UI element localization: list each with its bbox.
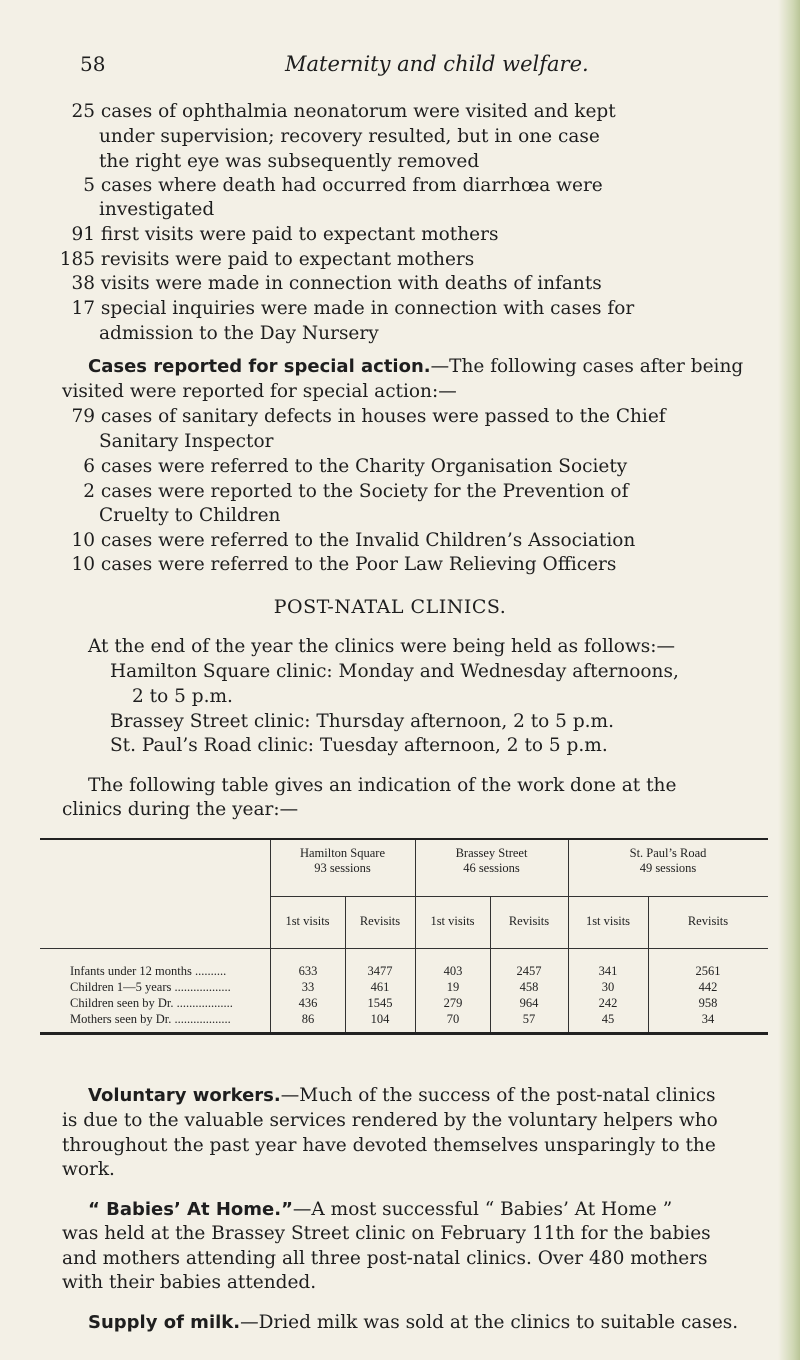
row-label: Children seen by Dr. .................. xyxy=(70,996,233,1010)
table-cell: 461 xyxy=(370,980,390,994)
row-label: Infants under 12 months .......... xyxy=(70,964,227,978)
list-item: 91 first visits were paid to expectant mothers xyxy=(71,224,499,245)
table-cell: 45 xyxy=(601,1012,615,1026)
table-cell: 458 xyxy=(519,980,539,994)
post-natal-heading: POST-NATAL CLINICS. xyxy=(273,596,507,618)
clinic-line: Hamilton Square clinic: Monday and Wednesday afternoons, xyxy=(110,661,679,682)
list-item-cont: Cruelty to Children xyxy=(99,505,281,526)
list-item: 38 visits were made in connection with deaths of infants xyxy=(71,273,602,294)
babies-line: and mothers attending all three post-natal clinics. Over 480 mothers xyxy=(62,1248,708,1269)
table-top-rule xyxy=(40,838,768,840)
column-header: Revisits xyxy=(359,914,401,928)
post-natal-intro: At the end of the year the clinics were being held as follows:— xyxy=(88,636,675,657)
section-heading: Supply of milk. xyxy=(88,1312,241,1333)
section-heading: Voluntary workers. xyxy=(88,1085,281,1106)
column-header: 1st visits xyxy=(430,914,475,928)
page-header xyxy=(0,52,780,82)
list-item-cont: Sanitary Inspector xyxy=(99,431,274,452)
table-cell: 442 xyxy=(698,980,718,994)
table-cell: 633 xyxy=(298,964,318,978)
clinic-line: Brassey Street clinic: Thursday afternoon, 2 to 5 p.m. xyxy=(110,711,614,732)
column-header: 1st visits xyxy=(285,914,330,928)
page-edge-shadow xyxy=(778,0,800,1360)
table-cell: 403 xyxy=(443,964,463,978)
clinic-line-cont: 2 to 5 p.m. xyxy=(132,686,233,707)
voluntary-line: Voluntary workers.—Much of the success of the post-natal clinics xyxy=(88,1085,716,1106)
column-header: 1st visits xyxy=(585,914,631,928)
list-item: 2 cases were reported to the Society for the Prevention of xyxy=(83,481,629,502)
group-header: Brassey Street 46 sessions xyxy=(455,846,528,875)
table-cell: 2457 xyxy=(516,964,542,978)
table-bottom-rule xyxy=(40,1032,768,1035)
list-item: 25 cases of ophthalmia neonatorum were visited and kept xyxy=(71,101,616,122)
table-body-rule xyxy=(40,948,768,949)
list-item-cont: under supervision; recovery resulted, but in one case xyxy=(99,126,600,147)
list-item-cont: the right eye was subsequently removed xyxy=(99,151,480,172)
table-cell: 341 xyxy=(598,964,618,978)
table-cell: 242 xyxy=(598,996,618,1010)
babies-line: was held at the Brassey Street clinic on February 11th for the babies xyxy=(62,1223,711,1244)
table-intro-line-2: clinics during the year:— xyxy=(62,799,299,820)
table-cell: 958 xyxy=(698,996,718,1010)
table-cell: 19 xyxy=(446,980,460,994)
babies-line: with their babies attended. xyxy=(62,1272,317,1293)
list-item: 79 cases of sanitary defects in houses were passed to the Chief xyxy=(71,406,666,427)
section-heading: “ Babies’ At Home.” xyxy=(88,1199,293,1220)
table-cell: 279 xyxy=(443,996,463,1010)
table-cell: 57 xyxy=(522,1012,536,1026)
row-label: Children 1—5 years .................. xyxy=(70,980,231,994)
table-cell: 1545 xyxy=(367,996,393,1010)
table-cell: 964 xyxy=(519,996,539,1010)
list-item: 10 cases were referred to the Invalid Children’s Association xyxy=(71,530,636,551)
list-item: 185 revisits were paid to expectant mothers xyxy=(59,249,475,270)
list-item: 5 cases where death had occurred from diarrhœa were xyxy=(83,175,603,196)
voluntary-line: throughout the past year have devoted themselves unsparingly to the xyxy=(62,1135,716,1156)
list-item: 17 special inquiries were made in connection with cases for xyxy=(71,298,635,319)
special-action-intro: Cases reported for special action.—The following cases after being xyxy=(88,356,744,377)
table-cell: 70 xyxy=(446,1012,460,1026)
table-cell: 34 xyxy=(701,1012,715,1026)
table-intro-line-1: The following table gives an indication of the work done at the xyxy=(88,775,677,796)
table-cell: 30 xyxy=(601,980,615,994)
table-cell: 3477 xyxy=(367,964,393,978)
running-title: Maternity and child welfare. xyxy=(285,52,589,76)
table-header-rule xyxy=(270,896,768,897)
page-number: 58 xyxy=(80,52,106,76)
list-item: 10 cases were referred to the Poor Law Relieving Officers xyxy=(71,554,617,575)
list-item: 6 cases were referred to the Charity Organisation Society xyxy=(83,456,628,477)
group-header: St. Paul’s Road 49 sessions xyxy=(629,846,707,875)
clinic-work-table xyxy=(40,838,768,1038)
table-cell: 436 xyxy=(298,996,318,1010)
column-header: Revisits xyxy=(508,914,550,928)
table-cell: 2561 xyxy=(695,964,721,978)
group-header: Hamilton Square 93 sessions xyxy=(299,846,386,875)
milk-line: Supply of milk.—Dried milk was sold at the clinics to suitable cases. xyxy=(88,1312,739,1333)
table-cell: 86 xyxy=(301,1012,315,1026)
clinic-line: St. Paul’s Road clinic: Tuesday afternoon, 2 to 5 p.m. xyxy=(110,735,608,756)
voluntary-line: is due to the valuable services rendered by the voluntary helpers who xyxy=(62,1110,718,1131)
list-item-cont: investigated xyxy=(99,199,215,220)
column-header: Revisits xyxy=(687,914,729,928)
list-item-cont: admission to the Day Nursery xyxy=(99,323,379,344)
special-action-intro-2: visited were reported for special action:— xyxy=(62,381,457,402)
babies-line: “ Babies’ At Home.”—A most successful “ Babies’ At Home ” xyxy=(88,1199,673,1220)
row-label: Mothers seen by Dr. .................. xyxy=(70,1012,231,1026)
table-cell: 104 xyxy=(370,1012,390,1026)
voluntary-line: work. xyxy=(62,1159,115,1180)
table-cell: 33 xyxy=(301,980,315,994)
section-heading: Cases reported for special action. xyxy=(88,356,431,377)
